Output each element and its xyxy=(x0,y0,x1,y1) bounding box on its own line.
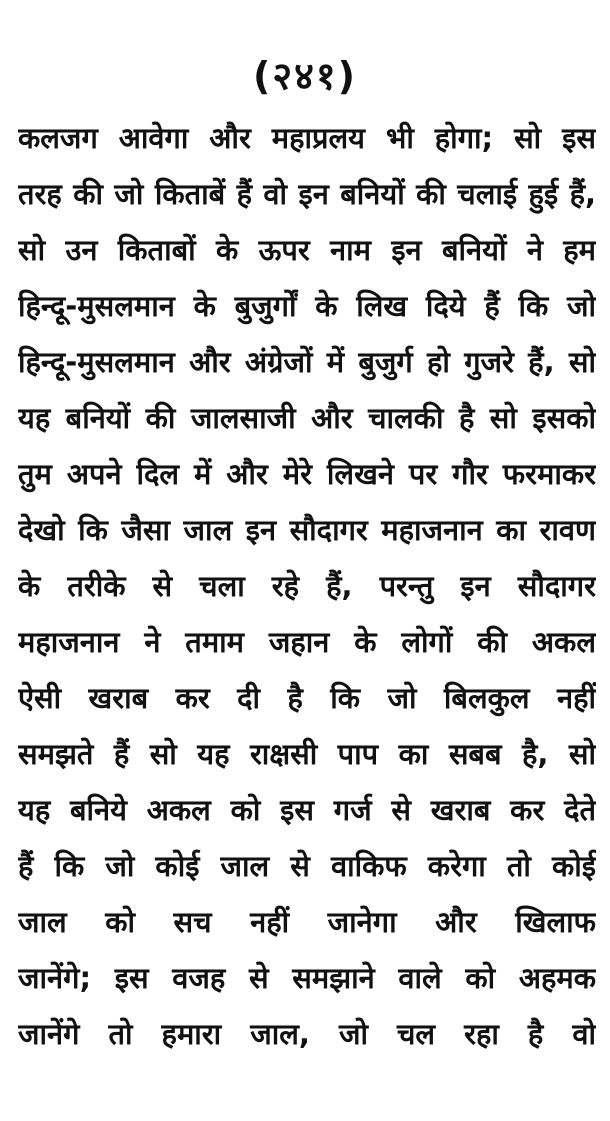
text-line: हिन्दू-मुसलमान और अंग्रेजों में बुजुर्ग हो गुजरे हैं, सो xyxy=(18,345,596,379)
text-line: यह बनियों की जालसाजी और चालकी है सो इसको xyxy=(18,401,596,435)
page-number: (२४१) xyxy=(252,54,357,98)
text-line: जानेंगे तो हमारा जाल, जो चल रहा है वो xyxy=(18,1017,596,1051)
text-line: समझते हैं सो यह राक्षसी पाप का सबब है, सो xyxy=(18,737,596,771)
text-line: कलजग आवेगा और महाप्रलय भी होगा; सो इस xyxy=(18,121,596,155)
text-line: हैं कि जो कोई जाल से वाकिफ करेगा तो कोई xyxy=(18,849,596,883)
text-line: जानेंगे; इस वजह से समझाने वाले को अहमक xyxy=(18,961,596,995)
text-line: यह बनिये अकल को इस गर्ज से खराब कर देते xyxy=(18,793,596,827)
text-line: तरह की जो किताबें हैं वो इन बनियों की चलाई हुई हैं, xyxy=(18,177,596,211)
text-line: हिन्दू-मुसलमान के बुजुर्गों के लिख दिये हैं कि जो xyxy=(18,289,596,323)
text-line: जाल को सच नहीं जानेगा और खिलाफ xyxy=(18,905,596,939)
text-line: सो उन किताबों के ऊपर नाम इन बनियों ने हम xyxy=(18,233,596,267)
text-line: देखो कि जैसा जाल इन सौदागर महाजनान का रावण xyxy=(18,513,596,547)
text-line: ऐसी खराब कर दी है कि जो बिलकुल नहीं xyxy=(18,681,596,715)
text-line: के तरीके से चला रहे हैं, परन्तु इन सौदागर xyxy=(18,569,596,603)
page-text xyxy=(18,110,596,1062)
text-line: तुम अपने दिल में और मेरे लिखने पर गौर फरमाकर xyxy=(18,457,596,491)
text-line: महाजनान ने तमाम जहान के लोगों की अकल xyxy=(18,625,596,659)
